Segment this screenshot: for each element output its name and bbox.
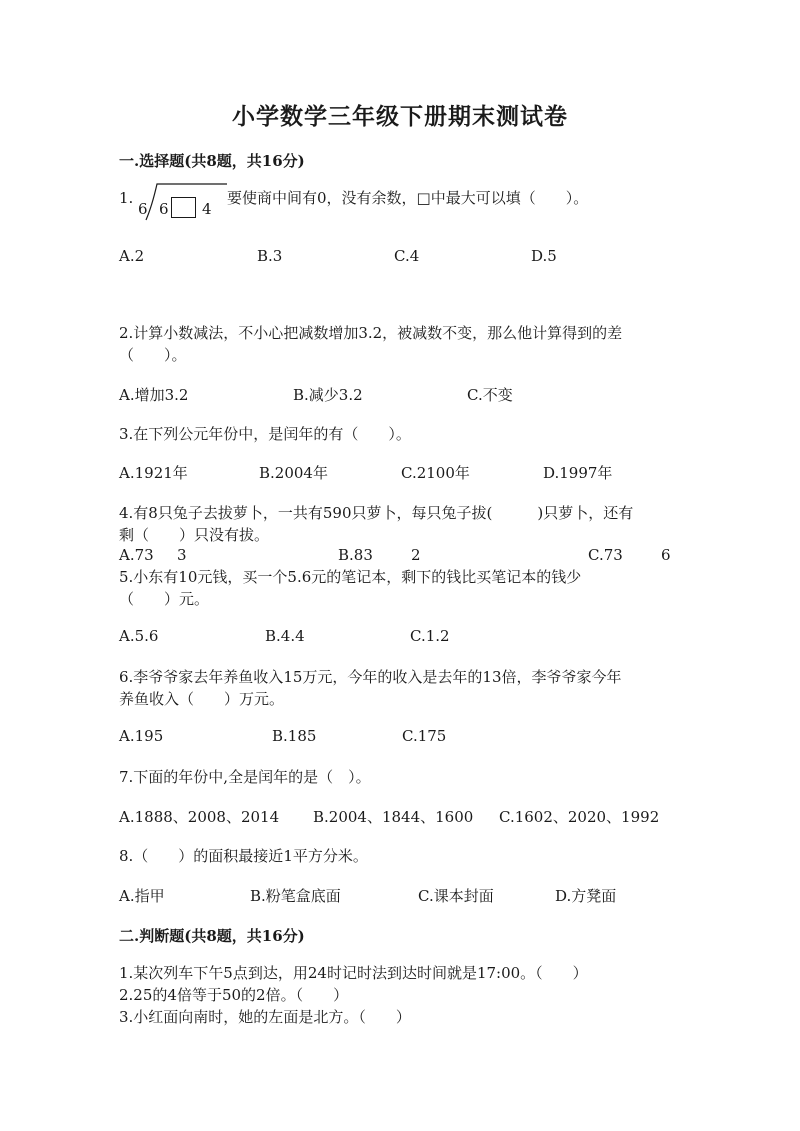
divisor: 6 — [138, 200, 148, 218]
q1-option-b: B.3 — [257, 247, 283, 265]
q4-line1: 4.有8只兔子去拔萝卜，一共有590只萝卜，每只兔子拔( )只萝卜，还有 — [119, 504, 634, 522]
q2-line1: 2.计算小数减法，不小心把减数增加3.2，被减数不变，那么他计算得到的差 — [119, 324, 623, 342]
dividend-first-digit: 6 — [159, 200, 169, 218]
section-heading-choice: 一.选择题(共8题，共16分) — [119, 152, 305, 170]
q6-option-b: B.185 — [272, 727, 317, 745]
q7-option-a: A.1888、2008、2014 — [119, 808, 280, 826]
q7-option-b: B.2004、1844、1600 — [313, 808, 474, 826]
q8-option-b: B.粉笔盒底面 — [250, 887, 341, 905]
q1-option-a: A.2 — [119, 247, 145, 265]
q2-option-b: B.减少3.2 — [293, 386, 363, 404]
q6-line1: 6.李爷爷家去年养鱼收入15万元，今年的收入是去年的13倍，李爷爷家今年 — [119, 668, 622, 686]
q4-option-c: C.73 — [588, 546, 623, 564]
section-heading-judgement: 二.判断题(共8题，共16分) — [119, 927, 305, 945]
q4-option-b-remainder: 2 — [411, 546, 421, 564]
q4-line2: 剩（ ）只没有拔。 — [119, 526, 270, 544]
judgement-item: 3.小红面向南时，她的左面是北方。（ ） — [119, 1008, 411, 1026]
q5-option-c: C.1.2 — [410, 627, 450, 645]
q2-option-a: A.增加3.2 — [119, 386, 189, 404]
q4-option-a: A.73 — [119, 546, 154, 564]
q6-line2: 养鱼收入（ ）万元。 — [119, 690, 285, 708]
q1-text: 要使商中间有0，没有余数，□中最大可以填（ ）。 — [227, 189, 589, 207]
q1-prefix: 1. — [119, 189, 134, 207]
q2-option-c: C.不变 — [467, 386, 513, 404]
q1-option-d: D.5 — [531, 247, 557, 265]
dividend-last-digit: 4 — [202, 200, 212, 218]
q8-option-c: C.课本封面 — [418, 887, 494, 905]
q3-option-d: D.1997年 — [543, 464, 613, 482]
page-title: 小学数学三年级下册期末测试卷 — [232, 103, 568, 130]
judgement-item: 2.25的4倍等于50的2倍。（ ） — [119, 986, 349, 1004]
q6-option-a: A.195 — [119, 727, 164, 745]
q3-option-c: C.2100年 — [401, 464, 470, 482]
long-division-figure — [119, 178, 229, 226]
q5-line1: 5.小东有10元钱，买一个5.6元的笔记本，剩下的钱比买笔记本的钱少 — [119, 568, 582, 586]
q5-option-a: A.5.6 — [119, 627, 159, 645]
q8-line1: 8.（ ）的面积最接近1平方分米。 — [119, 847, 368, 865]
q4-option-c-remainder: 6 — [661, 546, 671, 564]
blank-box — [171, 197, 196, 218]
q3-option-a: A.1921年 — [119, 464, 188, 482]
q6-option-c: C.175 — [402, 727, 447, 745]
q1-option-c: C.4 — [394, 247, 420, 265]
q8-option-d: D.方凳面 — [555, 887, 617, 905]
judgement-item: 1.某次列车下午5点到达，用24时记时法到达时间就是17:00。（ ） — [119, 964, 588, 982]
q7-line1: 7.下面的年份中,全是闰年的是（ ）。 — [119, 768, 371, 786]
q5-line2: （ ）元。 — [119, 590, 210, 608]
q3-line1: 3.在下列公元年份中，是闰年的有（ ）。 — [119, 425, 411, 443]
q8-option-a: A.指甲 — [119, 887, 165, 905]
q3-option-b: B.2004年 — [259, 464, 328, 482]
q4-option-b: B.83 — [338, 546, 373, 564]
q7-option-c: C.1602、2020、1992 — [499, 808, 660, 826]
q4-option-a-remainder: 3 — [177, 546, 187, 564]
q5-option-b: B.4.4 — [265, 627, 305, 645]
q2-line2: （ ）。 — [119, 346, 187, 364]
